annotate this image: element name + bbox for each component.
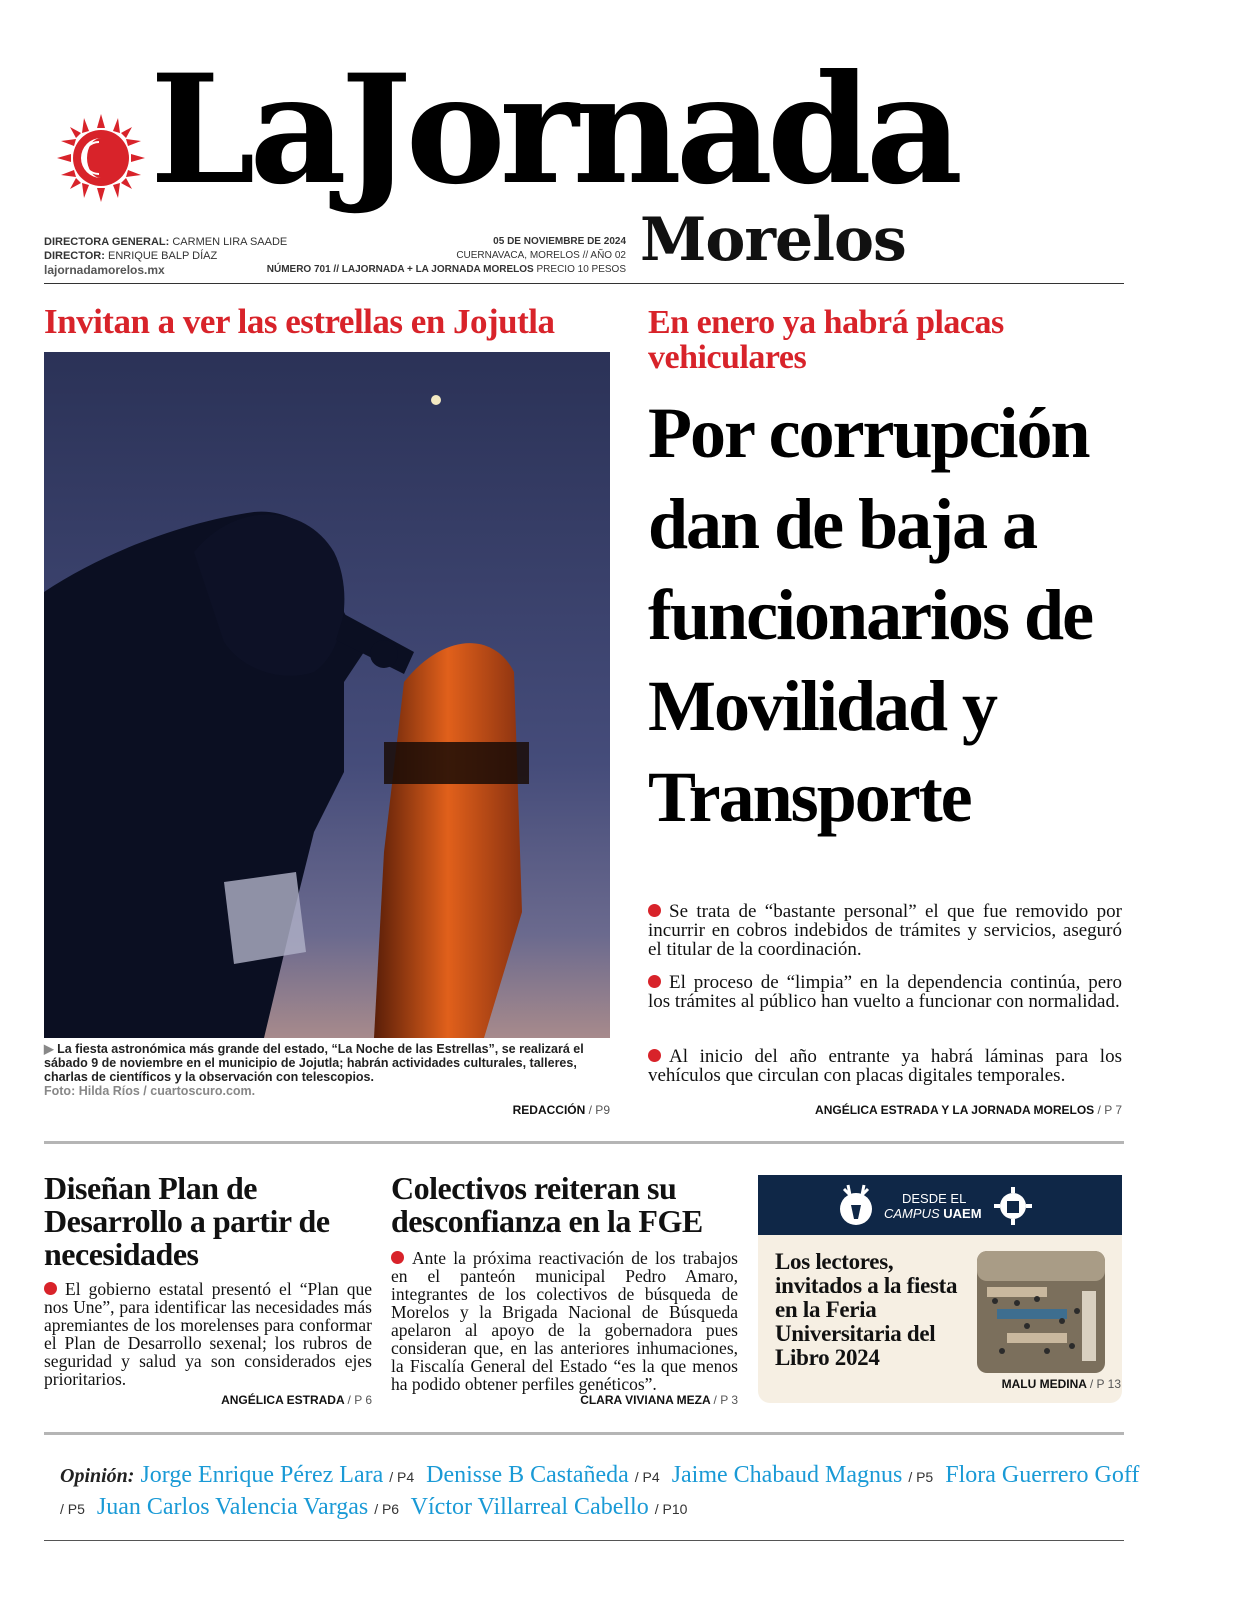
- bullet-icon: [648, 1049, 661, 1062]
- uaem-header-text: DESDE EL CAMPUS UAEM: [884, 1191, 982, 1221]
- bullet-icon: [391, 1251, 404, 1264]
- opinion-author-3[interactable]: Jaime Chabaud Magnus: [671, 1462, 903, 1488]
- section-divider: [44, 1141, 1124, 1144]
- opinion-author-4[interactable]: Flora Guerrero Goff: [945, 1462, 1140, 1488]
- masthead-staff: DIRECTORA GENERAL: CARMEN LIRA SAADE DIRECTOR: ENRIQUE BALP DÍAZ lajornadamorelos.mx: [44, 236, 288, 277]
- uaem-byline: MALU MEDINA / P 13: [1001, 1377, 1121, 1391]
- stars-photo[interactable]: [44, 352, 610, 1038]
- issue-location: CUERNAVACA, MORELOS // AÑO 02: [456, 250, 626, 261]
- uaem-header: [758, 1175, 1122, 1235]
- plan-headline[interactable]: Diseñan Plan de Desarrollo a partir de necesidades: [44, 1170, 330, 1272]
- main-kicker[interactable]: En enero ya habrá placas vehiculares: [648, 304, 1004, 376]
- stars-byline: REDACCIÓN / P9: [512, 1103, 610, 1117]
- issue-number: NÚMERO 701 // LAJORNADA + LA JORNADA MORELOS: [266, 264, 534, 275]
- main-bullet-1: Se trata de “bastante personal” el que fue removido por incurrir en cobros indebidos de trámites y servicios, aseguró el titular de la coordinación.: [648, 901, 1122, 960]
- main-headline[interactable]: Por corrupción dan de baja a funcionarios de Movilidad y Transporte: [648, 393, 1093, 837]
- website-link[interactable]: lajornadamorelos.mx: [44, 263, 165, 277]
- photo-credit: Foto: Hilda Ríos / cuartoscuro.com.: [44, 1084, 256, 1098]
- opinion-author-1[interactable]: Jorge Enrique Pérez Lara: [140, 1462, 384, 1488]
- masthead-divider: [44, 283, 1124, 284]
- stars-headline[interactable]: Invitan a ver las estrellas en Jojutla: [44, 302, 555, 341]
- bullet-icon: [648, 904, 661, 917]
- opinion-author-2[interactable]: Denisse B Castañeda: [426, 1462, 629, 1488]
- fge-headline[interactable]: Colectivos reiteran su desconfianza en la FGE: [391, 1170, 703, 1239]
- opinion-section: Opinión: Jorge Enrique Pérez Lara / P4 Denisse B Castañeda / P4 Jaime Chabaud Magnus / P5 Flora Guerrero Goff / P5 Juan Carlos Valencia Vargas / P6 Víctor Villarreal Cabello / P10: [60, 1462, 1140, 1520]
- main-bullet-2: El proceso de “limpia” en la dependencia continúa, pero los trámites al público han vuelto a funcionar con normalidad.: [648, 972, 1122, 1012]
- masthead-title: LaJornada: [150, 42, 958, 218]
- plan-body: El gobierno estatal presentó el “Plan que nos Une”, para identificar las necesidades más apremiantes de los morelenses para conformar el Plan de Desarrollo sexenal; los rubros de seguridad y salud ya son considerados ejes prioritarios.: [44, 1279, 372, 1389]
- masthead-issue-info: [267, 235, 626, 277]
- main-byline: ANGÉLICA ESTRADA Y LA JORNADA MORELOS / P 7: [815, 1103, 1122, 1117]
- caption-arrow-icon: ▶: [44, 1042, 54, 1056]
- masthead-subtitle: Morelos: [640, 205, 906, 275]
- book-fair-photo[interactable]: [977, 1251, 1105, 1373]
- issue-date: 05 DE NOVIEMBRE DE 2024: [493, 236, 626, 247]
- bullet-icon: [44, 1282, 57, 1295]
- uaem-box[interactable]: [758, 1175, 1122, 1403]
- opinion-divider-top: [44, 1432, 1124, 1435]
- sun-logo-icon: [55, 112, 147, 204]
- caption-text: La fiesta astronómica más grande del estado, “La Noche de las Estrellas”, se realizará el sábado 9 de noviembre en el municipio de Jojutla; habrán actividades culturales, talleres, charlas de científicos y la observación con telescopios.: [44, 1042, 584, 1084]
- uaem-shield-icon: [994, 1187, 1032, 1225]
- plan-byline: ANGÉLICA ESTRADA / P 6: [221, 1393, 372, 1407]
- stars-caption: [44, 1042, 610, 1098]
- issue-price: PRECIO 10 PESOS: [536, 264, 626, 275]
- opinion-label: Opinión:: [60, 1465, 135, 1487]
- bullet-icon: [648, 975, 661, 988]
- opinion-author-5[interactable]: Juan Carlos Valencia Vargas: [96, 1494, 369, 1520]
- fge-body: Ante la próxima reactivación de los trabajos en el panteón municipal Pedro Amaro, integrantes de los colectivos de búsqueda de Morelos y la Brigada Nacional de Búsqueda apelaron al apoyo de la gobernadora pues consideran que, en las anteriores inhumaciones, la Fiscalía General del Estado “es la que menos ha podido obtener perfiles genéticos”.: [391, 1248, 738, 1394]
- deer-icon: [836, 1183, 876, 1227]
- fge-byline: CLARA VIVIANA MEZA / P 3: [580, 1393, 738, 1407]
- main-bullet-3: Al inicio del año entrante ya habrá láminas para los vehículos que circulan con placas digitales temporales.: [648, 1046, 1122, 1086]
- opinion-author-6[interactable]: Víctor Villarreal Cabello: [410, 1494, 649, 1520]
- footer-divider: [44, 1540, 1124, 1541]
- uaem-headline[interactable]: Los lectores, invitados a la fiesta en la Feria Universitaria del Libro 2024: [775, 1249, 958, 1370]
- masthead: [0, 0, 1241, 290]
